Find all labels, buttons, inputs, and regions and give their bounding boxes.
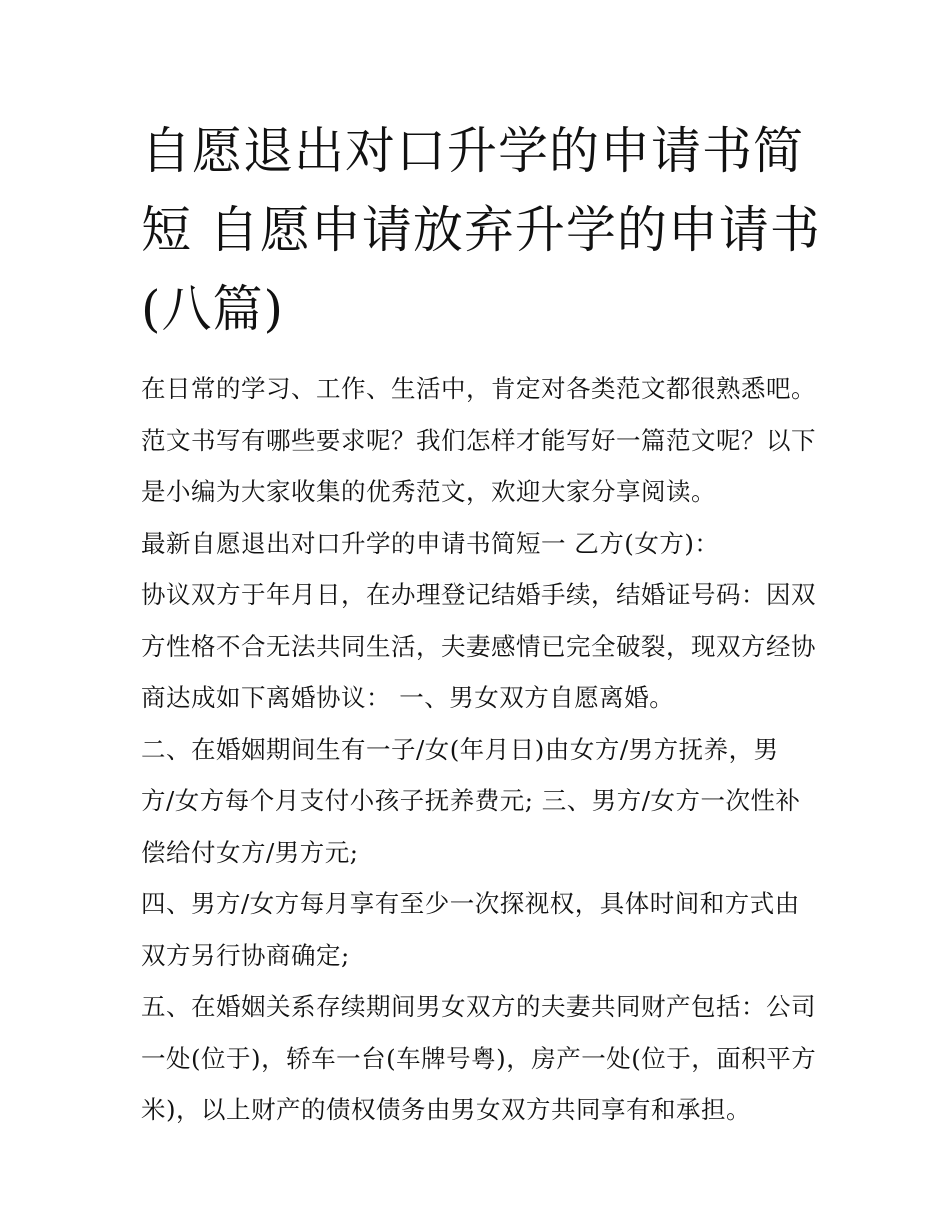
document-title — [141, 112, 821, 349]
text-line: 范文书写有哪些要求呢？我们怎样才能写好一篇范文呢？以下 — [141, 425, 816, 455]
text-line: 是小编为大家收集的优秀范文，欢迎大家分享阅读。 — [141, 477, 716, 506]
intro-paragraph — [141, 363, 816, 518]
text-line: 方性格不合无法共同生活，夫妻感情已完全破裂，现双方经协 — [141, 631, 816, 661]
text-line: 二、在婚姻期间生有一子/女(年月日)由女方/男方抚养，男 — [141, 734, 779, 764]
section-heading-paragraph — [141, 518, 813, 570]
text-line: 双方另行协商确定; — [141, 940, 350, 970]
text-line: 一处(位于)，轿车一台(车牌号粤)，房产一处(位于，面积平方 — [141, 1043, 817, 1073]
text-line: 四、男方/女方每月享有至少一次探视权，具体时间和方式由 — [141, 889, 800, 918]
text-line: 方/女方每个月支付小孩子抚养费元; 三、男方/女方一次性补 — [141, 786, 801, 815]
text-line: 偿给付女方/男方元; — [141, 837, 359, 867]
title-line: 自愿退出对口升学的申请书简 — [141, 122, 804, 180]
text-line: 在日常的学习、工作、生活中，肯定对各类范文都很熟悉吧。 — [141, 374, 816, 403]
document-page — [141, 112, 821, 1136]
title-line: (八篇) — [141, 280, 285, 338]
document-body — [141, 363, 817, 1136]
text-line: 协议双方于年月日，在办理登记结婚手续，结婚证号码：因双 — [141, 580, 816, 609]
title-line: 短 自愿申请放弃升学的申请书 — [141, 201, 821, 259]
clause-five-paragraph — [141, 981, 817, 1136]
clause-two-paragraph — [141, 724, 813, 879]
text-line: 最新自愿退出对口升学的申请书简短一 乙方(女方)： — [141, 528, 720, 558]
text-line: 商达成如下离婚协议： 一、男女双方自愿离婚。 — [141, 683, 675, 712]
agreement-paragraph — [141, 569, 816, 724]
text-line: 米)，以上财产的债权债务由男女双方共同享有和承担。 — [141, 1095, 752, 1124]
text-line: 五、在婚姻关系存续期间男女双方的夫妻共同财产包括：公司 — [141, 992, 816, 1021]
clause-four-paragraph — [141, 878, 813, 981]
